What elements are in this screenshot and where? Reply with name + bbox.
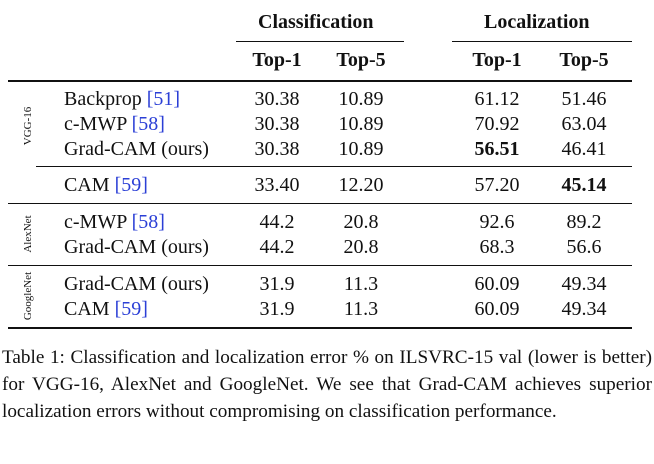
cls-top1-cell: 31.9	[259, 298, 295, 320]
method-cell: CAM [59]	[64, 174, 148, 196]
method-cell: c-MWP [58]	[64, 113, 165, 135]
cls-top1-header: Top-1	[252, 49, 302, 71]
cls-top5-cell: 10.89	[338, 138, 384, 160]
method-cell: Grad-CAM (ours)	[64, 236, 209, 258]
cls-top5-cell: 12.20	[338, 174, 384, 196]
cls-top1-cell: 44.2	[259, 211, 295, 233]
cls-top1-cell: 30.38	[254, 113, 300, 135]
loc-top5-cell: 51.46	[561, 88, 607, 110]
cls-top5-cell: 11.3	[343, 273, 379, 295]
group-label-vgg16: VGG-16	[22, 106, 34, 146]
loc-top5-cell: 49.34	[561, 298, 607, 320]
cls-top1-cell: 31.9	[259, 273, 295, 295]
loc-top5-cell-best: 45.14	[561, 174, 607, 196]
method-cell: Grad-CAM (ours)	[64, 273, 209, 295]
cls-top1-cell: 33.40	[254, 174, 300, 196]
loc-top5-header: Top-5	[559, 49, 609, 71]
loc-top5-cell: 89.2	[566, 211, 602, 233]
loc-top1-cell-best: 56.51	[474, 138, 520, 160]
localization-header: Localization	[484, 11, 590, 33]
cls-top1-cell: 30.38	[254, 138, 300, 160]
classification-rule	[236, 41, 404, 42]
cls-top5-cell: 10.89	[338, 88, 384, 110]
vgg-cam-rule	[36, 166, 632, 167]
loc-top5-cell: 49.34	[561, 273, 607, 295]
vgg-alexnet-rule	[8, 203, 632, 204]
loc-top1-cell: 61.12	[474, 88, 520, 110]
loc-top1-cell: 92.6	[479, 211, 515, 233]
cls-top1-cell: 30.38	[254, 88, 300, 110]
loc-top5-cell: 56.6	[566, 236, 602, 258]
loc-top1-cell: 60.09	[474, 298, 520, 320]
loc-top1-cell: 70.92	[474, 113, 520, 135]
cls-top5-cell: 11.3	[343, 298, 379, 320]
loc-top1-cell: 57.20	[474, 174, 520, 196]
loc-top1-cell: 68.3	[479, 236, 515, 258]
classification-header: Classification	[258, 11, 374, 33]
group-label-alexnet: AlexNet	[22, 215, 34, 253]
table-caption: Table 1: Classification and localization error % on ILSVRC-15 val (lower is better) for VGG-16, AlexNet and GoogleNet. We see that Grad-CAM achieves superior localization errors without compromising on classification performance.	[2, 347, 652, 422]
cls-top1-cell: 44.2	[259, 236, 295, 258]
method-cell: c-MWP [58]	[64, 211, 165, 233]
cls-top5-header: Top-5	[336, 49, 386, 71]
group-label-googlenet: GoogleNet	[22, 271, 34, 321]
loc-top1-cell: 60.09	[474, 273, 520, 295]
bottom-rule	[8, 327, 632, 329]
method-cell: Grad-CAM (ours)	[64, 138, 209, 160]
cls-top5-cell: 20.8	[343, 236, 379, 258]
method-cell: Backprop [51]	[64, 88, 181, 110]
loc-top1-header: Top-1	[472, 49, 522, 71]
method-cell: CAM [59]	[64, 298, 148, 320]
localization-rule	[452, 41, 632, 42]
alexnet-googlenet-rule	[8, 265, 632, 266]
header-rule	[8, 80, 632, 82]
loc-top5-cell: 46.41	[561, 138, 607, 160]
cls-top5-cell: 20.8	[343, 211, 379, 233]
loc-top5-cell: 63.04	[561, 113, 607, 135]
cls-top5-cell: 10.89	[338, 113, 384, 135]
